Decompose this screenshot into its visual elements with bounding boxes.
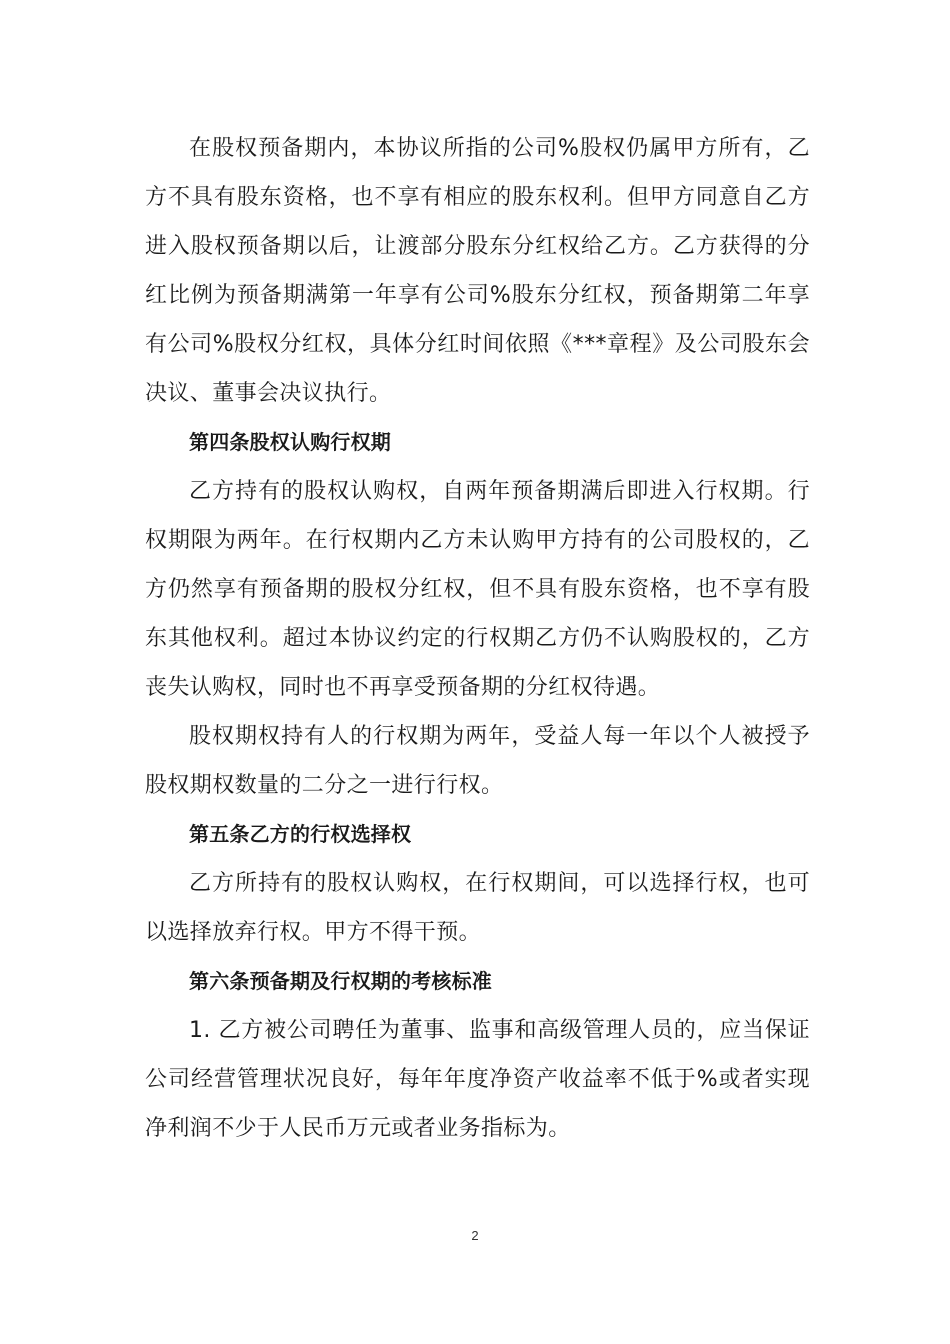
heading-article-5: 第五条乙方的行权选择权 (189, 822, 412, 846)
document-body (145, 124, 810, 1153)
page-number: 2 (471, 1228, 479, 1243)
heading-article-4: 第四条股权认购行权期 (189, 430, 391, 454)
paragraph-equity-preparation-period: 在股权预备期内，本协议所指的公司%股权仍属甲方所有，乙方不具有股东资格，也不享有相应的股东权利。但甲方同意自乙方进入股权预备期以后，让渡部分股东分红权给乙方。乙方获得的分红比例为预备期满第一年享有公司%股东分红权，预备期第二年享有公司%股权分红权，具体分红时间依照《***章程》及公司股东会决议、董事会决议执行。 (145, 136, 810, 406)
paragraph-option-holder-exercise: 股权期权持有人的行权期为两年，受益人每一年以个人被授予股权期权数量的二分之一进行行权。 (145, 724, 810, 798)
heading-article-6: 第六条预备期及行权期的考核标准 (189, 969, 492, 993)
paragraph-assessment-standard-1: 1. 乙方被公司聘任为董事、监事和高级管理人员的，应当保证公司经营管理状况良好，每年年度净资产收益率不低于%或者实现净利润不少于人民币万元或者业务指标为。 (145, 1018, 810, 1141)
paragraph-exercise-choice: 乙方所持有的股权认购权，在行权期间，可以选择行权，也可以选择放弃行权。甲方不得干预。 (145, 871, 810, 945)
paragraph-exercise-period: 乙方持有的股权认购权，自两年预备期满后即进入行权期。行权期限为两年。在行权期内乙方未认购甲方持有的公司股权的，乙方仍然享有预备期的股权分红权，但不具有股东资格，也不享有股东其他权利。超过本协议约定的行权期乙方仍不认购股权的，乙方丧失认购权，同时也不再享受预备期的分红权待遇。 (145, 479, 810, 700)
